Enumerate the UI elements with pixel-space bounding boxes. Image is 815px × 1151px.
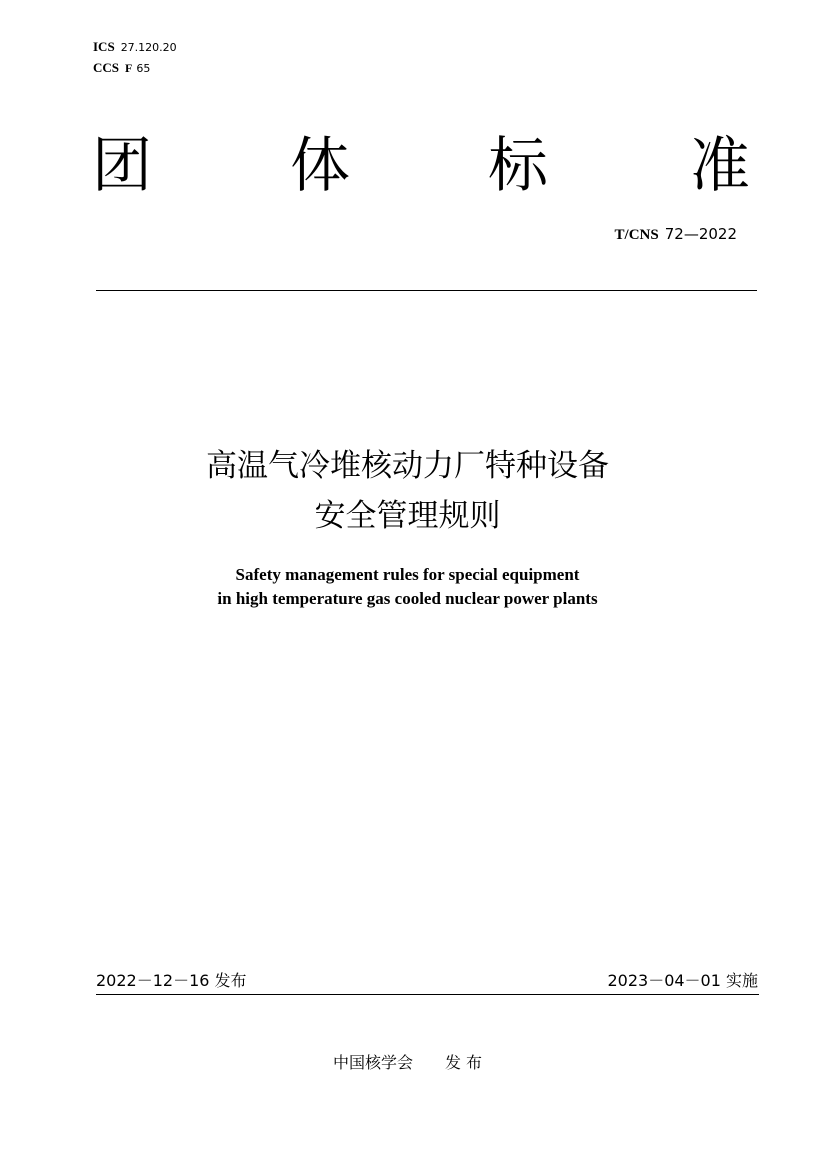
standard-number-prefix: T/CNS bbox=[614, 227, 659, 243]
header-char-1: 团 bbox=[92, 131, 152, 201]
title-en-line-1: Safety management rules for special equipment bbox=[235, 565, 580, 584]
standard-number bbox=[615, 224, 737, 245]
header-divider bbox=[96, 290, 757, 291]
header-char-4: 准 bbox=[690, 131, 750, 201]
title-en-line-2: in high temperature gas cooled nuclear power plants bbox=[217, 589, 598, 608]
title-cn-line-2: 安全管理规则 bbox=[314, 498, 501, 534]
ics-label: ICS bbox=[93, 39, 115, 54]
ccs-label: CCS bbox=[93, 60, 120, 75]
title-cn-line-1: 高温气冷堆核动力厂特种设备 bbox=[206, 448, 609, 484]
ccs-code bbox=[93, 60, 150, 77]
implement-date: 2023－04－01 实施 bbox=[607, 971, 758, 990]
issue-date: 2022－12－16 发布 bbox=[96, 971, 247, 990]
footer-divider bbox=[96, 994, 759, 995]
publisher: 中国核学会 发 布 bbox=[332, 1053, 483, 1072]
ics-code bbox=[93, 39, 177, 56]
header-char-3: 标 bbox=[488, 131, 548, 201]
ics-value: 27.120.20 bbox=[120, 41, 177, 54]
ccs-prefix: F bbox=[125, 61, 133, 75]
standard-number-value: 72—2022 bbox=[664, 225, 737, 243]
header-char-2: 体 bbox=[290, 131, 350, 201]
ccs-value: 65 bbox=[136, 62, 151, 75]
